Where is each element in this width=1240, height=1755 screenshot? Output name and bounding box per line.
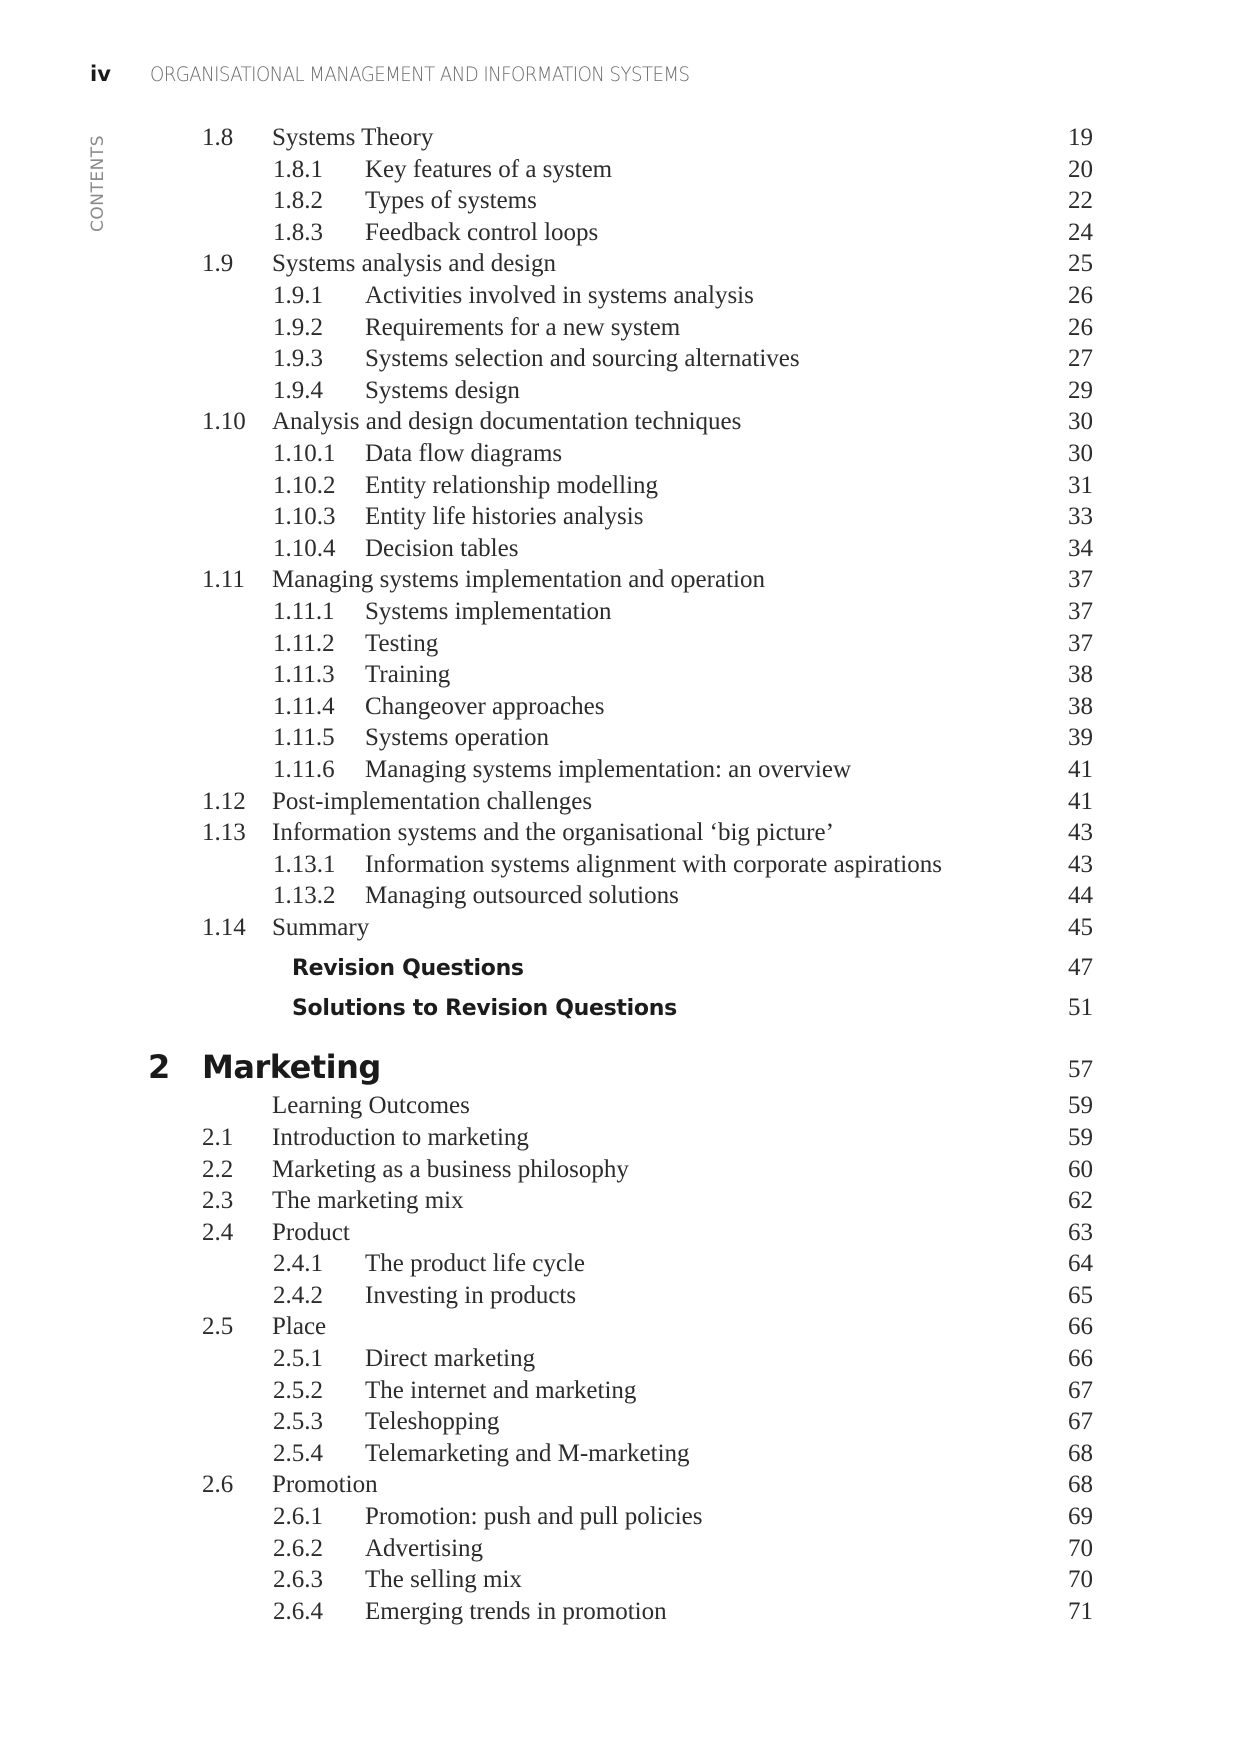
toc-entry[interactable] (0, 1124, 1240, 1156)
section-title: Information systems alignment with corporate aspirations (365, 851, 942, 878)
toc-entry[interactable] (0, 882, 1240, 914)
toc-entry[interactable] (0, 250, 1240, 282)
section-title: The internet and marketing (365, 1377, 637, 1404)
page-number: 59 (1068, 1124, 1093, 1151)
toc-entry[interactable] (0, 1471, 1240, 1503)
section-number: 2.5.4 (273, 1440, 323, 1467)
section-number: 2.6.1 (273, 1503, 323, 1530)
section-title: Systems implementation (365, 598, 612, 625)
section-title: Managing systems implementation: an overview (365, 756, 852, 783)
section-number: 2.3 (202, 1187, 234, 1214)
page-number: 47 (1068, 954, 1093, 981)
section-title: Revision Questions (292, 956, 524, 981)
toc-entry[interactable] (0, 724, 1240, 756)
section-title: Summary (272, 914, 370, 941)
page-number: 70 (1068, 1535, 1093, 1562)
page-number: 43 (1068, 851, 1093, 878)
page-number: 39 (1068, 724, 1093, 751)
toc-entry[interactable] (0, 1598, 1240, 1630)
page-number: 70 (1068, 1566, 1093, 1593)
toc-entry[interactable] (0, 408, 1240, 440)
toc-entry[interactable] (0, 440, 1240, 472)
chapter-title: Marketing (202, 1048, 381, 1086)
section-number: 2.5.1 (273, 1345, 323, 1372)
section-title: Requirements for a new system (365, 314, 681, 341)
page-number: 64 (1068, 1250, 1093, 1277)
section-number: 1.9 (202, 250, 234, 277)
section-number: 1.11.6 (273, 756, 335, 783)
toc-entry[interactable] (0, 535, 1240, 567)
page-number: 27 (1068, 345, 1093, 372)
section-number: 1.9.4 (273, 377, 323, 404)
section-number: 1.9.2 (273, 314, 323, 341)
section-number: 2.1 (202, 1124, 234, 1151)
section-number: 1.9.1 (273, 282, 323, 309)
section-number: 2.6.3 (273, 1566, 323, 1593)
toc-entry[interactable] (0, 630, 1240, 662)
toc-entry[interactable] (0, 472, 1240, 504)
section-number: 1.11 (202, 566, 245, 593)
section-title: The marketing mix (272, 1187, 464, 1214)
section-title: Advertising (365, 1535, 484, 1562)
toc-entry[interactable] (0, 1282, 1240, 1314)
section-number: 2.4.1 (273, 1250, 323, 1277)
section-title: Managing systems implementation and operation (272, 566, 765, 593)
toc-entry[interactable] (0, 1535, 1240, 1567)
toc-entry-revision-questions[interactable] (0, 954, 1240, 986)
section-title: Entity life histories analysis (365, 503, 644, 530)
toc-entry[interactable] (0, 1250, 1240, 1282)
toc-entry[interactable] (0, 1187, 1240, 1219)
page-number: 37 (1068, 598, 1093, 625)
page-number: 65 (1068, 1282, 1093, 1309)
section-title: Training (365, 661, 451, 688)
toc-entry[interactable] (0, 314, 1240, 346)
section-title: The product life cycle (365, 1250, 586, 1277)
section-number: 1.9.3 (273, 345, 323, 372)
section-title: Promotion: push and pull policies (365, 1503, 703, 1530)
section-title: Telemarketing and M-marketing (365, 1440, 690, 1467)
page-number: 41 (1068, 756, 1093, 783)
page-number: 60 (1068, 1156, 1093, 1183)
section-title: Feedback control loops (365, 219, 599, 246)
page-number: 37 (1068, 630, 1093, 657)
section-number: 2.4 (202, 1219, 234, 1246)
page-number: 68 (1068, 1440, 1093, 1467)
toc-entry[interactable] (0, 1219, 1240, 1251)
section-title: Data flow diagrams (365, 440, 563, 467)
section-title: The selling mix (365, 1566, 522, 1593)
section-number: 1.13.2 (273, 882, 336, 909)
page-number: 30 (1068, 408, 1093, 435)
section-number: 1.11.4 (273, 693, 335, 720)
page-number: 25 (1068, 250, 1093, 277)
toc-entry[interactable] (0, 187, 1240, 219)
toc-entry[interactable] (0, 1440, 1240, 1472)
page-number: 20 (1068, 156, 1093, 183)
toc-entry[interactable] (0, 377, 1240, 409)
section-title: Introduction to marketing (272, 1124, 529, 1151)
toc-entry[interactable] (0, 1156, 1240, 1188)
section-number: 1.10.2 (273, 472, 336, 499)
page-number: 59 (1068, 1092, 1093, 1119)
section-number: 2.6.4 (273, 1598, 323, 1625)
toc-entry[interactable] (0, 819, 1240, 851)
section-number: 1.8.1 (273, 156, 323, 183)
section-title: Systems selection and sourcing alternatives (365, 345, 800, 372)
section-number: 2.4.2 (273, 1282, 323, 1309)
section-title: Emerging trends in promotion (365, 1598, 667, 1625)
section-number: 1.10.4 (273, 535, 336, 562)
toc-entry-solutions[interactable] (0, 994, 1240, 1026)
running-head: ORGANISATIONAL MANAGEMENT AND INFORMATION SYSTEMS (150, 63, 690, 86)
toc-entry[interactable] (0, 156, 1240, 188)
section-title: Post-implementation challenges (272, 788, 593, 815)
toc-entry[interactable] (0, 1092, 1240, 1124)
page-number: 19 (1068, 124, 1093, 151)
section-number: 2.2 (202, 1156, 234, 1183)
page-number: 44 (1068, 882, 1093, 909)
page-number: 24 (1068, 219, 1093, 246)
section-number: 1.8.2 (273, 187, 323, 214)
toc-entry[interactable] (0, 598, 1240, 630)
section-title: Product (272, 1219, 350, 1246)
section-title: Systems Theory (272, 124, 434, 151)
section-title: Learning Outcomes (272, 1092, 470, 1119)
chapter-heading[interactable] (0, 1048, 1240, 1092)
section-number: 2.5 (202, 1313, 234, 1340)
section-number: 1.14 (202, 914, 246, 941)
toc-entry[interactable] (0, 345, 1240, 377)
toc-entry[interactable] (0, 851, 1240, 883)
section-title: Solutions to Revision Questions (292, 996, 677, 1021)
toc-entry[interactable] (0, 1503, 1240, 1535)
page-number: 22 (1068, 187, 1093, 214)
page-number: 63 (1068, 1219, 1093, 1246)
section-title: Systems analysis and design (272, 250, 557, 277)
toc-entry[interactable] (0, 124, 1240, 156)
page-number: 34 (1068, 535, 1093, 562)
toc-entry[interactable] (0, 914, 1240, 946)
page-number: 26 (1068, 314, 1093, 341)
page-folio: iv (90, 62, 111, 86)
chapter-number: 2 (148, 1048, 171, 1086)
toc-entry[interactable] (0, 1313, 1240, 1345)
page-number: 71 (1068, 1598, 1093, 1625)
toc-entry[interactable] (0, 566, 1240, 598)
page-number: 26 (1068, 282, 1093, 309)
page-number: 37 (1068, 566, 1093, 593)
section-number: 2.6.2 (273, 1535, 323, 1562)
section-number: 1.10 (202, 408, 246, 435)
page-number: 51 (1068, 994, 1093, 1021)
section-title: Teleshopping (365, 1408, 500, 1435)
section-title: Marketing as a business philosophy (272, 1156, 629, 1183)
page-number: 31 (1068, 472, 1093, 499)
page-number: 67 (1068, 1408, 1093, 1435)
section-title: Activities involved in systems analysis (365, 282, 754, 309)
section-title: Entity relationship modelling (365, 472, 659, 499)
page-number: 67 (1068, 1377, 1093, 1404)
section-number: 1.11.5 (273, 724, 335, 751)
page-number: 29 (1068, 377, 1093, 404)
toc-entry[interactable] (0, 503, 1240, 535)
section-number: 1.8.3 (273, 219, 323, 246)
page-number: 45 (1068, 914, 1093, 941)
section-number: 2.5.2 (273, 1377, 323, 1404)
section-title: Systems operation (365, 724, 550, 751)
toc-entry[interactable] (0, 282, 1240, 314)
section-title: Changeover approaches (365, 693, 605, 720)
section-title: Key features of a system (365, 156, 613, 183)
section-title: Testing (365, 630, 439, 657)
section-number: 1.10.3 (273, 503, 336, 530)
page-number: 41 (1068, 788, 1093, 815)
page-number: 57 (1068, 1056, 1093, 1083)
section-number: 1.11.1 (273, 598, 335, 625)
page-number: 66 (1068, 1313, 1093, 1340)
section-number: 1.11.3 (273, 661, 335, 688)
toc-entry[interactable] (0, 1377, 1240, 1409)
page-number: 69 (1068, 1503, 1093, 1530)
section-title: Direct marketing (365, 1345, 536, 1372)
section-number: 1.10.1 (273, 440, 336, 467)
section-number: 1.12 (202, 788, 246, 815)
page-number: 38 (1068, 661, 1093, 688)
section-title: Analysis and design documentation techniques (272, 408, 742, 435)
section-title: Decision tables (365, 535, 519, 562)
page-number: 62 (1068, 1187, 1093, 1214)
page-number: 33 (1068, 503, 1093, 530)
toc-entry[interactable] (0, 661, 1240, 693)
page-number: 66 (1068, 1345, 1093, 1372)
toc-entry[interactable] (0, 1566, 1240, 1598)
section-title: Systems design (365, 377, 520, 404)
toc-entry[interactable] (0, 788, 1240, 820)
section-number: 1.13 (202, 819, 246, 846)
toc-entry[interactable] (0, 1345, 1240, 1377)
section-title: Information systems and the organisational ‘big picture’ (272, 819, 834, 846)
side-section-label: CONTENTS (88, 135, 108, 232)
page-number: 43 (1068, 819, 1093, 846)
section-number: 2.6 (202, 1471, 234, 1498)
section-title: Managing outsourced solutions (365, 882, 679, 909)
section-title: Types of systems (365, 187, 537, 214)
toc-entry[interactable] (0, 756, 1240, 788)
page-number: 38 (1068, 693, 1093, 720)
section-number: 1.13.1 (273, 851, 336, 878)
section-number: 2.5.3 (273, 1408, 323, 1435)
toc-entry[interactable] (0, 219, 1240, 251)
toc-entry[interactable] (0, 693, 1240, 725)
section-title: Place (272, 1313, 327, 1340)
section-title: Investing in products (365, 1282, 577, 1309)
page-number: 68 (1068, 1471, 1093, 1498)
page-number: 30 (1068, 440, 1093, 467)
section-number: 1.8 (202, 124, 234, 151)
section-title: Promotion (272, 1471, 378, 1498)
section-number: 1.11.2 (273, 630, 335, 657)
toc-entry[interactable] (0, 1408, 1240, 1440)
